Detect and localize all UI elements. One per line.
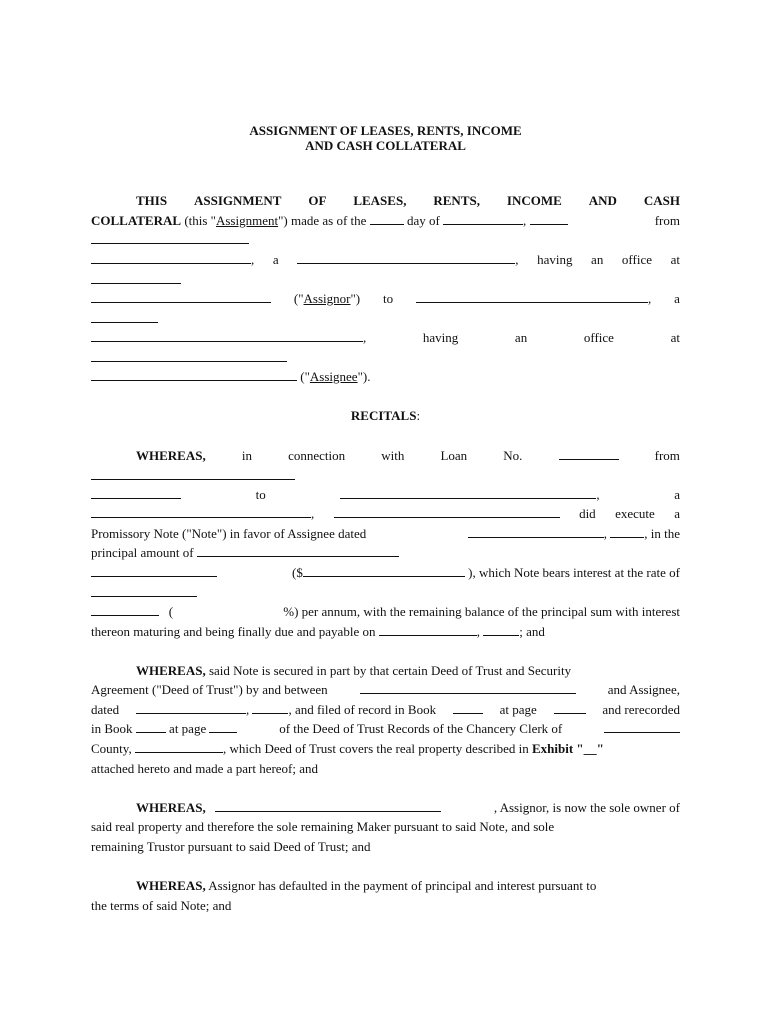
text: and rerecorded: [602, 702, 680, 717]
owner-name-blank[interactable]: [215, 799, 441, 812]
page-blank-2[interactable]: [209, 720, 237, 733]
recitals-heading: [91, 407, 680, 425]
collateral-word: COLLATERAL: [91, 213, 182, 228]
text: an: [591, 252, 604, 267]
recital-1-line-2: [91, 467, 680, 485]
text: day of: [406, 213, 440, 228]
text: , and filed of record in Book: [288, 702, 437, 717]
address-blank[interactable]: [91, 271, 181, 284]
recitals-heading-text: RECITALS: [350, 408, 417, 423]
lender-blank[interactable]: [91, 467, 295, 480]
borrower-blank-2[interactable]: [334, 505, 560, 518]
maturity-year-blank[interactable]: [483, 623, 519, 636]
text: ").: [357, 369, 371, 384]
text: to: [255, 487, 266, 502]
text: ,: [515, 252, 519, 267]
word: RENTS,: [433, 193, 480, 208]
recital-1-line-10: [91, 623, 680, 641]
principal-words-blank[interactable]: [197, 544, 399, 557]
word: THIS: [136, 193, 168, 208]
whereas-word: WHEREAS,: [136, 878, 206, 893]
deed-year-blank[interactable]: [252, 701, 288, 714]
recital-1-line-6: [91, 544, 680, 562]
party-name-blank[interactable]: [91, 251, 251, 264]
deed-date-blank[interactable]: [136, 701, 246, 714]
assignee-defined-term: Assignee: [309, 369, 358, 384]
recital-1-line-9: [91, 603, 680, 621]
text: (": [293, 291, 304, 306]
group: [468, 525, 680, 543]
text: principal amount of: [91, 545, 194, 560]
text: attached hereto and made a part hereof; and: [91, 761, 319, 776]
intro-line-7: [91, 310, 680, 328]
party-blank[interactable]: [91, 231, 249, 244]
group: [136, 701, 436, 719]
word: ASSIGNMENT: [194, 193, 282, 208]
word: LEASES,: [353, 193, 407, 208]
whereas-word: WHEREAS,: [136, 800, 206, 815]
recital-2-line-2: [91, 681, 680, 699]
text: ), which Note bears interest at the rate of: [468, 565, 680, 580]
text: %) per annum, with the remaining balance of the principal sum with interest: [283, 604, 680, 619]
recital-4-line-1: [136, 877, 680, 895]
recital-2-line-5: [91, 740, 680, 758]
day-blank[interactable]: [370, 212, 404, 225]
group: [91, 251, 254, 269]
group: [91, 720, 237, 738]
text: at page: [169, 721, 207, 736]
group: [297, 251, 518, 269]
intro-line-8: [91, 329, 680, 347]
text: No.: [503, 448, 523, 463]
recital-1-line-4: [91, 505, 680, 523]
text: (: [168, 604, 174, 619]
intro-line-1: [136, 192, 680, 210]
principal-words-blank-2[interactable]: [91, 564, 217, 577]
text: in: [241, 448, 252, 463]
intro-line-6: [91, 290, 680, 308]
recital-4-line-2: [91, 897, 680, 915]
text: did: [579, 506, 596, 521]
word: OF: [308, 193, 327, 208]
text: County,: [91, 741, 132, 756]
deed-party-blank[interactable]: [360, 681, 576, 694]
text: Assignor has defaulted in the payment of principal and interest pursuant to: [208, 878, 597, 893]
borrower-blank[interactable]: [340, 486, 596, 499]
recital-2-line-4: [91, 720, 680, 738]
loan-number-blank[interactable]: [559, 447, 619, 460]
text: ,: [311, 506, 315, 521]
recital-1-line-1: [136, 447, 680, 465]
recital-1-line-7: [91, 564, 680, 582]
text: a: [674, 487, 680, 502]
county-blank[interactable]: [135, 740, 223, 753]
text: said real property and therefore the sole remaining Maker pursuant to said Note, and sole: [91, 819, 555, 834]
group: [91, 505, 314, 523]
exhibit-reference: Exhibit "__": [531, 741, 604, 756]
text: , which Deed of Trust covers the real property described in: [222, 741, 529, 756]
recital-3-line-3: [91, 838, 680, 856]
whereas-word: WHEREAS,: [136, 663, 206, 678]
text: at page: [499, 702, 537, 717]
page-blank[interactable]: [554, 701, 586, 714]
text: having: [537, 252, 573, 267]
text: said Note is secured in part by that certain Deed of Trust and Security: [208, 663, 572, 678]
recital-1-line-3: [91, 486, 680, 504]
text: with: [381, 448, 405, 463]
word: CASH: [643, 193, 680, 208]
text: of the Deed of Trust Records of the Chancery Clerk of: [279, 721, 563, 736]
month-blank[interactable]: [443, 212, 523, 225]
text: execute: [615, 506, 655, 521]
recital-2-line-1: [136, 662, 680, 680]
note-year-blank[interactable]: [610, 525, 644, 538]
entity-blank[interactable]: [91, 310, 158, 323]
recital-1-line-8: [91, 584, 680, 602]
book-blank[interactable]: [453, 701, 483, 714]
maturity-date-blank[interactable]: [379, 623, 477, 636]
recital-3-line-2: [91, 818, 680, 836]
text: dated: [91, 702, 120, 717]
year-blank[interactable]: [530, 212, 568, 225]
assignor-defined-term: Assignor: [303, 291, 351, 306]
text: ,: [245, 702, 250, 717]
text: connection: [288, 448, 346, 463]
intro-line-10: [91, 368, 680, 386]
title-line-1: ASSIGNMENT OF LEASES, RENTS, INCOME: [249, 123, 522, 138]
text: ,: [603, 526, 607, 541]
word: AND: [588, 193, 617, 208]
assignor-address-blank[interactable]: [91, 290, 271, 303]
text: remaining Trustor pursuant to said Deed of Trust; and: [91, 839, 371, 854]
chancery-county-blank[interactable]: [604, 720, 680, 733]
text: ,: [648, 291, 652, 306]
text: from: [654, 448, 680, 463]
text: , Assignor, is now the sole owner of: [493, 800, 680, 815]
recital-1-line-5: [91, 525, 680, 543]
title-line-2: AND CASH COLLATERAL: [305, 138, 466, 153]
text: a: [674, 291, 680, 306]
text: ,: [251, 252, 255, 267]
text: at: [670, 330, 680, 345]
text: in Book: [91, 721, 133, 736]
intro-line-9: [91, 349, 680, 367]
group: [91, 329, 366, 347]
intro-line-4: [91, 251, 680, 269]
lender-blank-2[interactable]: [91, 486, 181, 499]
assignee-address-blank[interactable]: [91, 349, 287, 362]
group: [91, 603, 206, 621]
text: ,: [523, 213, 527, 228]
principal-amount-blank[interactable]: [303, 564, 465, 577]
group: [136, 799, 441, 817]
text: a: [272, 252, 279, 267]
text: (this ": [184, 213, 216, 228]
book-blank-2[interactable]: [136, 720, 166, 733]
whereas-word: WHEREAS,: [136, 448, 206, 463]
text: Agreement ("Deed of Trust") by and between: [91, 682, 328, 697]
text: to: [383, 291, 394, 306]
group: [416, 290, 651, 308]
text: (": [300, 369, 310, 384]
intro-line-3: [91, 231, 680, 249]
text: at: [670, 252, 680, 267]
assignor-definition: [294, 290, 360, 308]
word: INCOME: [506, 193, 562, 208]
text: ,: [596, 487, 600, 502]
text: office: [621, 252, 652, 267]
text: a: [674, 506, 680, 521]
assignee-name-blank[interactable]: [416, 290, 648, 303]
text: Loan: [440, 448, 468, 463]
text: an: [514, 330, 528, 345]
recital-2-line-6: [91, 760, 680, 778]
intro-line-2: [91, 212, 680, 230]
intro-line-2-left: [91, 212, 568, 230]
rate-words-blank[interactable]: [91, 584, 197, 597]
text: :: [416, 408, 421, 423]
borrower-type-blank[interactable]: [91, 505, 311, 518]
text: ,: [476, 624, 480, 639]
recital-3-line-1: [136, 799, 680, 817]
text: and Assignee,: [607, 682, 680, 697]
text: , in the: [644, 526, 680, 541]
text: Promissory Note ("Note") in favor of Assignee dated: [91, 526, 367, 541]
text: ,: [363, 330, 367, 345]
entity-type-blank[interactable]: [297, 251, 515, 264]
text: "): [350, 291, 361, 306]
assignment-defined-term: Assignment: [215, 213, 279, 228]
intro-line-5: [91, 271, 680, 289]
recital-2-line-3: [91, 701, 680, 719]
text: having: [422, 330, 459, 345]
text: from: [654, 213, 680, 228]
assignee-address-blank-2[interactable]: [91, 368, 297, 381]
group: [340, 486, 599, 504]
text: ; and: [519, 624, 545, 639]
assignee-type-blank[interactable]: [91, 329, 363, 342]
note-date-blank[interactable]: [468, 525, 604, 538]
rate-words-blank-2[interactable]: [91, 603, 159, 616]
group: [292, 564, 680, 582]
text: the terms of said Note; and: [91, 898, 232, 913]
text: thereon maturing and being finally due and payable on: [91, 624, 376, 639]
text: ($: [292, 565, 303, 580]
text: ") made as of the: [278, 213, 367, 228]
text: office: [583, 330, 614, 345]
